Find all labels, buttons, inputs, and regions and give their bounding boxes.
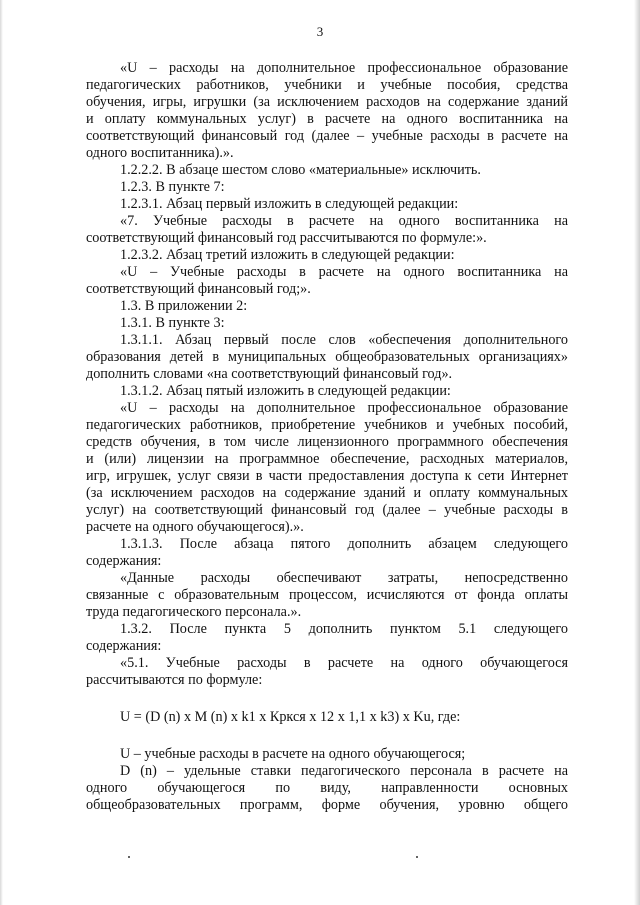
text-line: 1.2.3.1. Абзац первый изложить в следующей редакции:: [120, 196, 459, 212]
text-line: «Данные расходы обеспечивают затраты, непосредственно: [120, 570, 568, 586]
text-line: содержания:: [86, 638, 162, 654]
definition-line: общеобразовательных программ, форме обучения, уровню общего: [86, 797, 568, 813]
scan-speck: [128, 856, 130, 858]
text-line: 1.3.1.3. После абзаца пятого дополнить абзацем следующего: [120, 536, 568, 552]
text-line: «U – Учебные расходы в расчете на одного воспитанника на: [120, 264, 568, 280]
text-line: обучения, игры, игрушки (за исключением расходов на содержание зданий: [86, 94, 568, 110]
text-line: рассчитываются по формуле:: [86, 672, 263, 688]
text-line: и оплату коммунальных услуг) в расчете на одного воспитанника на: [86, 111, 568, 127]
text-line: труда педагогического персонала.».: [86, 604, 302, 620]
definition-line: одного обучающегося по виду, направленности основных: [86, 780, 568, 796]
text-line: (за исключением расходов на содержание зданий и оплату коммунальных: [86, 485, 568, 501]
text-line: 1.2.3. В пункте 7:: [120, 179, 225, 195]
text-line: соответствующий финансовый год рассчитываются по формуле:».: [86, 230, 487, 246]
scan-edge-left: [0, 0, 3, 905]
definition-list: [86, 746, 568, 814]
text-line: «U – расходы на дополнительное профессиональное образование: [120, 60, 568, 76]
text-line: содержания:: [86, 553, 162, 569]
text-line: 1.2.3.2. Абзац третий изложить в следующей редакции:: [120, 247, 455, 263]
text-line: соответствующий финансовый год (далее – учебные расходы в расчете на: [86, 128, 568, 144]
scan-edge-right: [634, 0, 640, 905]
text-line: «U – расходы на дополнительное профессиональное образование: [120, 400, 568, 416]
text-line: 1.3.2. После пункта 5 дополнить пунктом 5.1 следующего: [120, 621, 568, 637]
text-line: образования детей в муниципальных общеобразовательных организациях»: [86, 349, 568, 365]
scan-speck: [416, 856, 418, 858]
text-line: 1.3.1. В пункте 3:: [120, 315, 225, 331]
text-line: расчете на одного обучающегося).».: [86, 519, 304, 535]
text-line: «5.1. Учебные расходы в расчете на одного обучающегося: [120, 655, 568, 671]
text-line: игр, игрушек, услуг связи в части предоставления доступа к сети Интернет: [86, 468, 568, 484]
definition-line: U – учебные расходы в расчете на одного обучающегося;: [120, 746, 466, 762]
text-line: 1.2.2.2. В абзаце шестом слово «материальные» исключить.: [120, 162, 481, 178]
text-line: связанные с образовательным процессом, исчисляются от фонда оплаты: [86, 587, 568, 603]
paragraph-list: [86, 60, 568, 689]
document-body: [86, 60, 568, 814]
text-line: средств обучения, в том числе лицензионного программного обеспечения: [86, 434, 568, 450]
text-line: «7. Учебные расходы в расчете на одного воспитанника на: [120, 213, 568, 229]
definition-line: D (n) – удельные ставки педагогического персонала в расчете на: [120, 763, 568, 779]
text-line: педагогических работников, учебники и учебные пособия, средства: [86, 77, 568, 93]
text-line: 1.3.1.2. Абзац пятый изложить в следующей редакции:: [120, 383, 451, 399]
page-number: 3: [316, 24, 324, 39]
text-line: соответствующий финансовый год;».: [86, 281, 311, 297]
formula: U = (D (n) x M (n) x k1 x Кркся x 12 x 1,1 x k3) x Ku, где:: [120, 709, 461, 725]
text-line: 1.3.1.1. Абзац первый после слов «обеспечения дополнительного: [120, 332, 568, 348]
text-line: одного воспитанника).».: [86, 145, 234, 161]
text-line: услуг) на соответствующий финансовый год (далее – учебные расходы в: [86, 502, 568, 518]
text-line: педагогических работников, приобретение учебников и учебных пособий,: [86, 417, 568, 433]
text-line: 1.3. В приложении 2:: [120, 298, 248, 314]
text-line: и (или) лицензии на программное обеспечение, расходных материалов,: [86, 451, 568, 467]
text-line: дополнить словами «на соответствующий финансовый год».: [86, 366, 453, 382]
